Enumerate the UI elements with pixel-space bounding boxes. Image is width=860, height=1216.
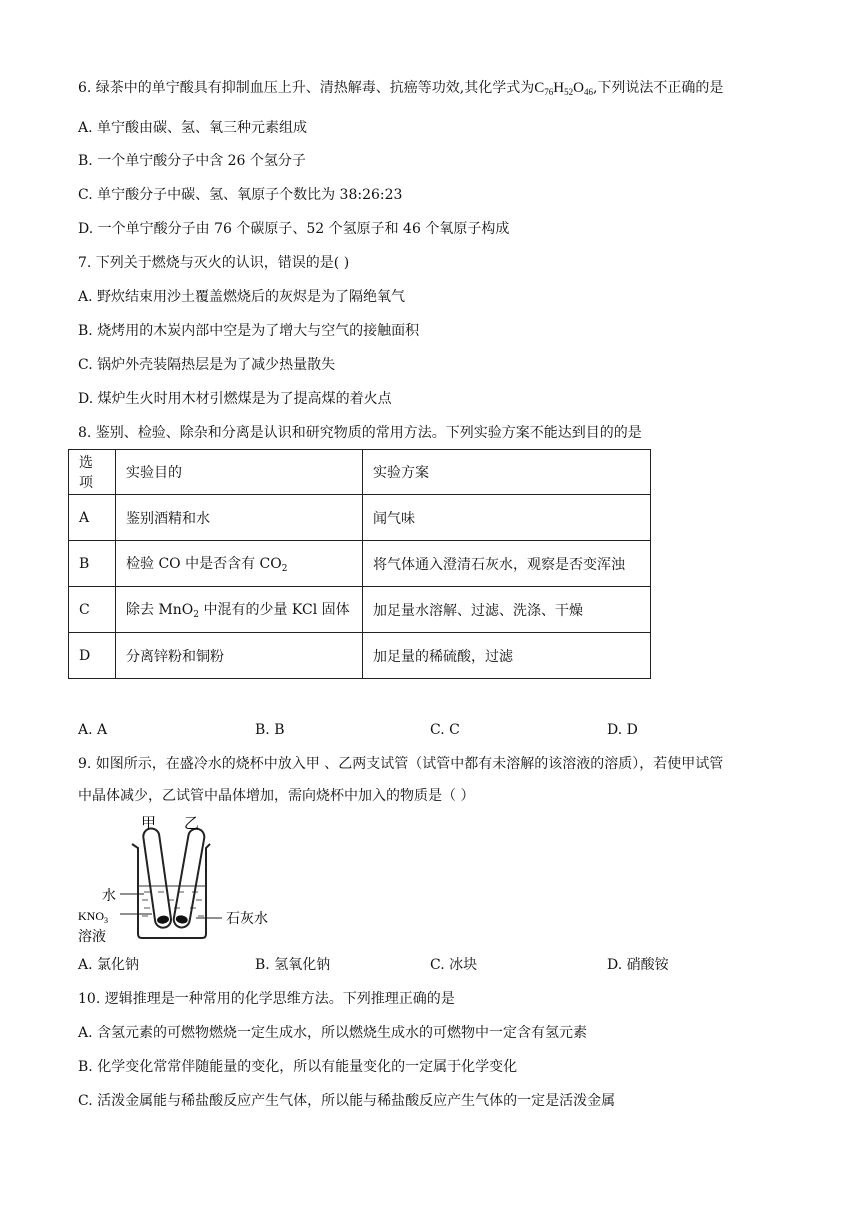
header-option: 选项 (69, 450, 116, 495)
q9-option-a: A. 氯化钠 (78, 957, 140, 973)
q8-stem: 8. 鉴别、检验、除杂和分离是认识和研究物质的常用方法。下列实验方案不能达到目的的是 (78, 425, 642, 441)
table-header-row (69, 450, 651, 495)
beaker-figure (78, 814, 298, 953)
cell-option: B (69, 541, 116, 587)
experiment-table (68, 449, 651, 679)
label-limewater: 石灰水 (226, 911, 268, 927)
header-plan: 实验方案 (363, 450, 651, 495)
table-row (69, 495, 651, 541)
cell-purpose: 分离锌粉和铜粉 (116, 633, 363, 679)
beaker-diagram (78, 814, 298, 949)
q10-option-a: A. 含氢元素的可燃物燃烧一定生成水，所以燃烧生成水的可燃物中一定含有氢元素 (78, 1025, 588, 1041)
q6-option-d: D. 一个单宁酸分子由 76 个碳原子、52 个氢原子和 46 个氧原子构成 (78, 221, 510, 237)
q9-stem-line1: 9. 如图所示，在盛冷水的烧杯中放入甲 、乙两支试管（试管中都有未溶解的该溶液的溶质），若使甲试管 (78, 756, 724, 772)
cell-plan: 将气体通入澄清石灰水，观察是否变浑浊 (363, 541, 651, 587)
cell-plan: 加足量的稀硫酸，过滤 (363, 633, 651, 679)
q9-option-c: C. 冰块 (430, 957, 478, 973)
q10-option-b: B. 化学变化常常伴随能量的变化，所以有能量变化的一定属于化学变化 (78, 1059, 518, 1075)
label-water: 水 (102, 888, 116, 904)
cell-purpose: 除去 MnO$_2$ 中混有的少量 KCl 固体 (116, 587, 363, 633)
q9-option-b: B. 氢氧化钠 (255, 957, 331, 973)
cell-option: D (69, 633, 116, 679)
q7-option-a: A. 野炊结束用沙土覆盖燃烧后的灰烬是为了隔绝氧气 (78, 289, 406, 305)
table-row (69, 541, 651, 587)
q7-option-b: B. 烧烤用的木炭内部中空是为了增大与空气的接触面积 (78, 323, 420, 339)
q10-option-c: C. 活泼金属能与稀盐酸反应产生气体，所以能与稀盐酸反应产生气体的一定是活泼金属 (78, 1093, 616, 1109)
q6-stem-text: 6. 绿茶中的单宁酸具有抑制血压上升、清热解毒、抗癌等功效,其化学式为 (78, 80, 535, 96)
q7-stem: 7. 下列关于燃烧与灭火的认识，错误的是( ) (78, 255, 350, 271)
label-yi: 乙 (184, 814, 200, 832)
q9-stem-line2: 中晶体减少，乙试管中晶体增加，需向烧杯中加入的物质是（ ） (78, 788, 475, 804)
cell-option: A (69, 495, 116, 541)
q8-answer-b: B. B (255, 722, 285, 738)
table-row (69, 587, 651, 633)
cell-plan: 加足量水溶解、过滤、洗涤、干燥 (363, 587, 651, 633)
q8-answer-a: A. A (78, 722, 108, 738)
table-row (69, 633, 651, 679)
test-tube-yi (172, 827, 205, 928)
q6-option-b: B. 一个单宁酸分子中含 26 个氢分子 (78, 153, 306, 169)
label-jia: 甲 (141, 814, 157, 832)
beaker (132, 844, 210, 938)
q8-answer-d: D. D (607, 722, 638, 738)
label-solution: 溶液 (78, 929, 106, 945)
q9-option-d: D. 硝酸铵 (607, 957, 669, 973)
test-tube-jia (142, 827, 172, 928)
q6-option-a: A. 单宁酸由碳、氢、氧三种元素组成 (78, 120, 308, 136)
cell-plan: 闻气味 (363, 495, 651, 541)
q7-option-d: D. 煤炉生火时用木材引燃煤是为了提高煤的着火点 (78, 391, 392, 407)
cell-purpose: 鉴别酒精和水 (116, 495, 363, 541)
label-kno3: $KNO_3$ (78, 909, 108, 925)
cell-option: C (69, 587, 116, 633)
q6-stem (78, 78, 723, 102)
q6-stem-tail: ,下列说法不正确的是 (592, 80, 724, 96)
q6-option-c: C. 单宁酸分子中碳、氢、氧原子个数比为 38:26:23 (78, 187, 403, 203)
cell-purpose: 检验 CO 中是否含有 $CO_2$ (116, 541, 363, 587)
chemical-formula: $C_{76}H_{52}O_{46}$ (534, 80, 593, 97)
q7-option-c: C. 锅炉外壳装隔热层是为了减少热量散失 (78, 357, 336, 373)
q8-answer-c: C. C (430, 722, 460, 738)
q10-stem: 10. 逻辑推理是一种常用的化学思维方法。下列推理正确的是 (78, 991, 455, 1007)
header-purpose: 实验目的 (116, 450, 363, 495)
